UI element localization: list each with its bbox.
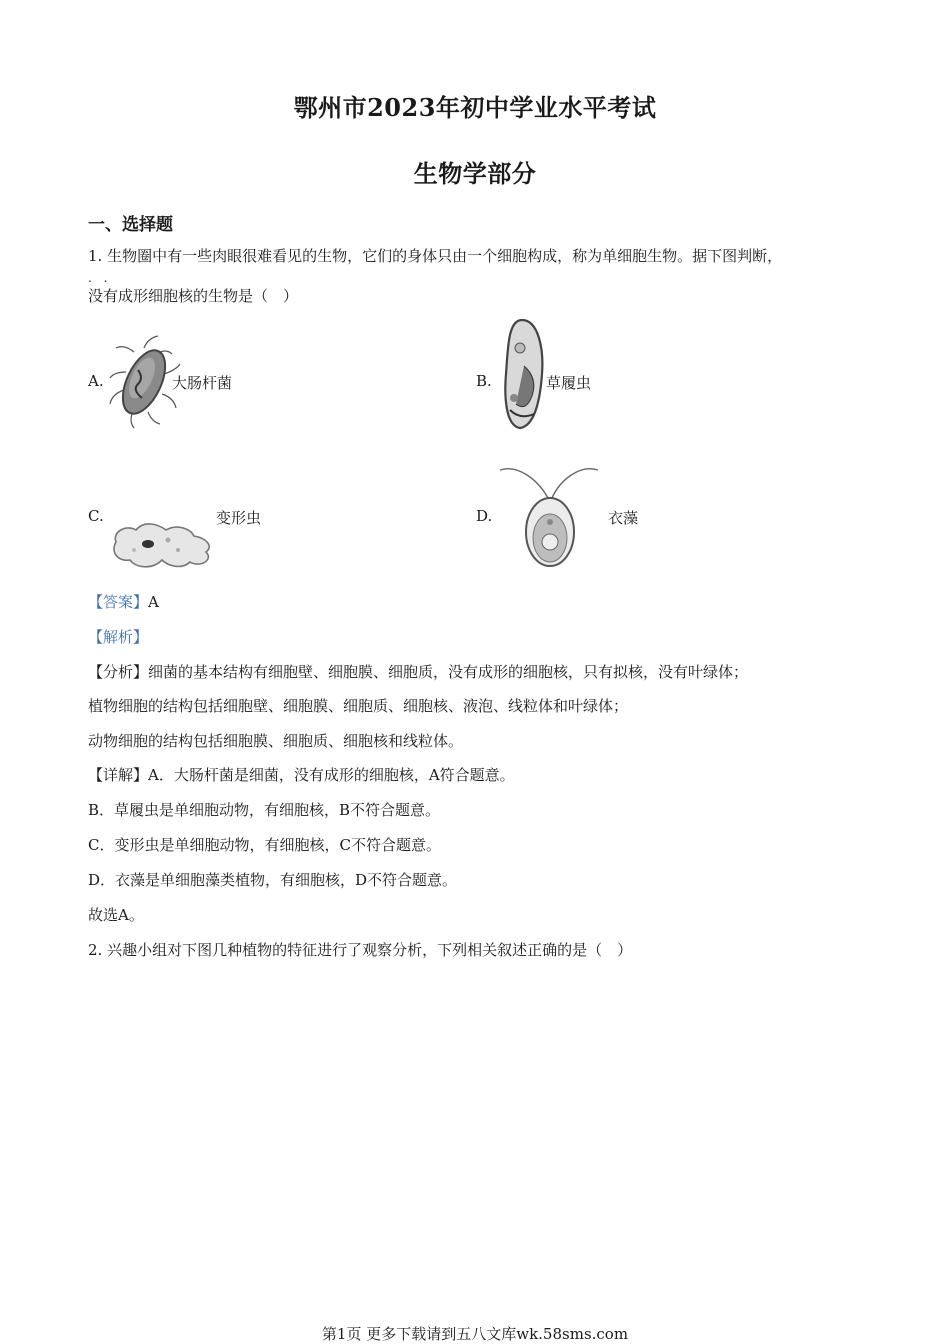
- detail-line-a: [88, 765, 515, 785]
- q1-stem-line2: 没有成形细胞核的生物是（ ）: [88, 287, 299, 305]
- analysis-line2: 植物细胞的结构包括细胞壁、细胞膜、细胞质、细胞核、液泡、线粒体和叶绿体；: [88, 697, 629, 715]
- q1-stem-line1: 1. 生物圈中有一些肉眼很难看见的生物，它们的身体只由一个细胞构成，称为单细胞生物。据下图判断，: [88, 247, 783, 265]
- option-d-letter: D.: [476, 507, 493, 525]
- detail-line-b: B．草履虫是单细胞动物，有细胞核，B不符合题意。: [88, 801, 441, 819]
- option-a-name: 大肠杆菌: [172, 374, 233, 392]
- paramecium-image: [500, 318, 548, 434]
- amoeba-image: [110, 516, 214, 576]
- q2-stem: 2. 兴趣小组对下图几种植物的特征进行了观察分析，下列相关叙述正确的是（ ）: [88, 941, 633, 959]
- detail-line-c: C．变形虫是单细胞动物，有细胞核，C不符合题意。: [88, 836, 441, 854]
- answer-tag: 【答案】: [88, 593, 149, 611]
- analysis-tag: 【解析】: [88, 628, 149, 646]
- option-c-letter: C.: [88, 507, 104, 525]
- page-footer: 第1页 更多下载请到五八文库wk.58sms.com: [321, 1325, 629, 1343]
- section-heading: 一、选择题: [88, 215, 173, 235]
- answer-line: [88, 592, 159, 612]
- analysis-text1: 细菌的基本结构有细胞壁、细胞膜、细胞质，没有成形的细胞核，只有拟核，没有叶绿体；: [148, 663, 749, 681]
- detail-prefix: 【详解】: [88, 766, 149, 784]
- option-b-name: 草履虫: [546, 374, 592, 392]
- analysis-prefix: 【分析】: [88, 663, 149, 681]
- analysis-line3: 动物细胞的结构包括细胞膜、细胞质、细胞核和线粒体。: [88, 732, 464, 750]
- option-b-letter: B.: [476, 372, 492, 390]
- exam-title: 鄂州市2023年初中学业水平考试: [293, 93, 657, 122]
- option-d-name: 衣藻: [608, 509, 639, 527]
- option-c-name: 变形虫: [216, 509, 262, 527]
- subject-title: 生物学部分: [413, 159, 537, 188]
- answer-value: A: [148, 593, 159, 611]
- analysis-line1: [88, 662, 748, 682]
- emphasis-dots: . .: [88, 271, 112, 285]
- detail-line-d: D．衣藻是单细胞藻类植物，有细胞核，D不符合题意。: [88, 871, 458, 889]
- chlamydomonas-image: [498, 460, 602, 574]
- conclusion-line: 故选A。: [88, 906, 144, 924]
- detail-a-text: A．大肠杆菌是细菌，没有成形的细胞核，A符合题意。: [148, 766, 515, 784]
- option-a-letter: A.: [88, 372, 104, 390]
